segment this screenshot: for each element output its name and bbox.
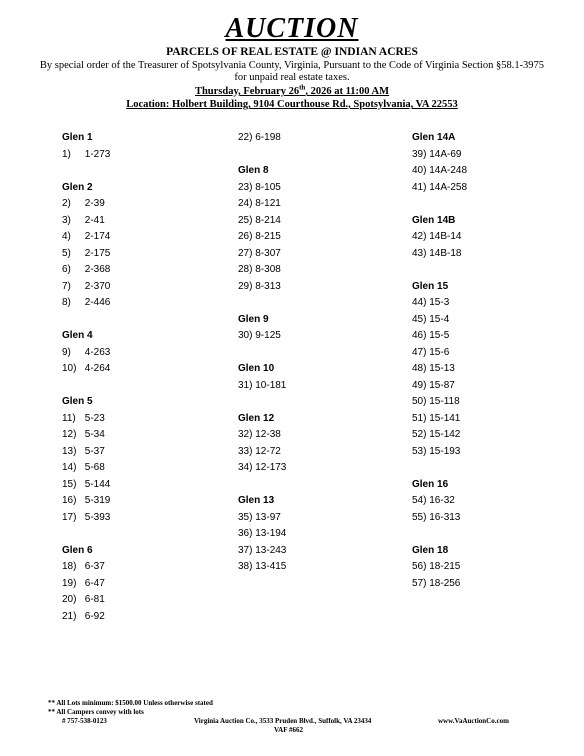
parcel-id: 2-41: [84, 214, 105, 226]
parcel-number: 11): [62, 412, 76, 424]
parcel-number: 51): [412, 412, 427, 424]
parcel-id: 8-313: [255, 280, 281, 292]
auction-subtitle: PARCELS OF REAL ESTATE @ INDIAN ACRES: [166, 46, 418, 58]
parcel-item: [412, 312, 467, 329]
parcel-number: 12): [62, 429, 77, 440]
parcel-item: [62, 361, 110, 378]
parcel-number: 5): [62, 247, 71, 259]
parcel-number: 33): [238, 445, 253, 457]
glen-title: Glen 1: [62, 132, 93, 143]
website: www.VaAuctionCo.com: [438, 717, 509, 725]
parcel-item: [62, 576, 110, 593]
parcel-number: 56): [412, 561, 427, 572]
parcel-number: 13): [62, 445, 77, 457]
parcel-id: 8-214: [255, 214, 281, 226]
parcel-item: [412, 378, 467, 395]
parcel-number: 27): [238, 247, 253, 259]
parcel-id: 8-307: [255, 247, 281, 259]
parcel-number: 48): [412, 363, 427, 374]
parcel-number: 47): [412, 346, 427, 358]
parcel-number: 17): [62, 511, 77, 523]
parcel-id: 4-263: [84, 346, 111, 358]
parcel-number: 10): [62, 363, 77, 374]
parcel-item: [238, 328, 286, 345]
parcel-number: 28): [238, 264, 253, 275]
parcel-item: [62, 345, 110, 362]
parcel-number: 31): [238, 379, 253, 391]
parcel-item: [62, 444, 110, 461]
parcel-id: 6-37: [84, 561, 105, 572]
parcel-number: 2): [62, 198, 71, 209]
parcel-item: [412, 295, 467, 312]
parcel-number: 19): [62, 577, 77, 589]
parcel-id: 5-34: [84, 429, 105, 440]
parcel-item: [62, 427, 110, 444]
parcel-id: 8-215: [255, 231, 281, 242]
parcel-id: 6-47: [84, 577, 105, 589]
parcel-id: 16-313: [429, 511, 461, 523]
parcel-id: 2-370: [84, 280, 111, 292]
parcel-id: 14A-258: [429, 181, 468, 193]
parcel-number: 32): [238, 429, 253, 440]
glen-group: [238, 361, 286, 394]
parcel-item: [62, 229, 110, 246]
parcel-id: 15-5: [429, 330, 450, 341]
parcel-number: 9): [62, 346, 71, 358]
parcel-item: [412, 180, 467, 197]
parcel-id: 13-194: [255, 528, 287, 539]
parcel-id: 6-92: [84, 610, 105, 622]
glen-group: [412, 279, 467, 461]
parcel-number: 42): [412, 231, 427, 242]
parcel-number: 7): [62, 280, 71, 292]
parcel-id: 15-118: [429, 396, 460, 407]
parcel-number: 40): [412, 165, 427, 176]
parcel-id: 1-273: [84, 148, 111, 160]
parcel-id: 2-446: [84, 297, 111, 308]
glen-title: Glen 9: [238, 313, 269, 325]
campers-note: ** All Campers convey with lots: [48, 708, 144, 716]
glen-title: Glen 13: [238, 495, 275, 506]
parcel-item: [412, 394, 467, 411]
parcel-number: 46): [412, 330, 427, 341]
date-main: Thursday, February 26: [194, 86, 300, 97]
parcel-id: 15-87: [429, 379, 455, 391]
parcel-number: 54): [412, 495, 427, 506]
parcel-id: 6-198: [255, 132, 281, 143]
parcel-id: 13-243: [255, 544, 287, 556]
parcel-id: 15-4: [429, 313, 450, 325]
parcel-item: [62, 592, 110, 609]
date-time: , 2026 at 11:00 AM: [305, 86, 390, 97]
parcel-id: 5-68: [84, 462, 105, 473]
parcel-id: 18-215: [429, 561, 461, 572]
parcel-number: 24): [238, 198, 253, 209]
parcel-number: 52): [412, 429, 427, 440]
parcel-id: 6-81: [84, 594, 105, 605]
parcel-item: [62, 279, 110, 296]
parcel-item: [238, 427, 286, 444]
parcel-item: [62, 246, 110, 263]
parcel-id: 14B-14: [429, 231, 462, 242]
parcel-number: 16): [62, 495, 77, 506]
parcel-id: 14A-69: [429, 148, 462, 160]
parcel-number: 30): [238, 330, 253, 341]
parcel-number: 6): [62, 264, 71, 275]
parcel-id: 5-144: [84, 478, 111, 490]
vaf-number: VAF #662: [274, 726, 303, 734]
glen-group: [62, 543, 110, 626]
parcel-number: 1): [62, 148, 71, 160]
glen-group: [412, 477, 467, 527]
glen-group: [62, 328, 110, 378]
parcel-item: [238, 460, 286, 477]
parcel-number: 21): [62, 610, 77, 622]
parcel-number: 23): [238, 181, 253, 193]
parcel-item: [238, 526, 286, 543]
parcel-number: 57): [412, 577, 427, 589]
parcel-id: 9-125: [255, 330, 281, 341]
parcel-id: 12-173: [255, 462, 287, 473]
parcel-number: 15): [62, 478, 77, 490]
parcel-item: [412, 444, 467, 461]
parcel-item: [238, 559, 286, 576]
parcel-item: [238, 262, 286, 279]
glen-title: Glen 12: [238, 412, 275, 424]
parcel-item: [62, 609, 110, 626]
parcel-id: 14A-248: [429, 165, 468, 176]
parcel-number: 49): [412, 379, 427, 391]
parcel-id: 5-37: [84, 445, 105, 457]
parcel-item: [238, 229, 286, 246]
parcel-item: [412, 328, 467, 345]
parcel-number: 41): [412, 181, 427, 193]
parcel-item: [412, 361, 467, 378]
glen-title: Glen 2: [62, 181, 93, 193]
parcel-item: [238, 543, 286, 560]
parcel-id: 5-319: [84, 495, 111, 506]
parcel-item: [238, 130, 286, 147]
parcel-number: 29): [238, 280, 253, 292]
date-suffix: th: [299, 83, 306, 92]
document-header: [0, 14, 584, 111]
parcel-number: 8): [62, 297, 71, 308]
parcel-item: [412, 163, 467, 180]
parcel-id: 2-174: [84, 231, 111, 242]
parcel-item: [412, 559, 467, 576]
parcel-id: 5-23: [84, 412, 105, 424]
glen-title: Glen 6: [62, 544, 93, 556]
parcel-item: [238, 444, 286, 461]
minimum-note: ** All Lots minimum: $1500.00 Unless otherwise stated: [48, 699, 213, 707]
parcel-id: 14B-18: [429, 247, 462, 259]
parcel-id: 8-105: [255, 181, 281, 193]
glen-group: [238, 130, 286, 147]
glen-title: Glen 15: [412, 280, 449, 292]
auction-description: By special order of the Treasurer of Spotsylvania County, Virginia, Pursuant to the Code of Virginia Section §58.1-3975 for unpaid real estate taxes.: [39, 60, 545, 83]
parcel-item: [412, 493, 467, 510]
parcel-number: 25): [238, 214, 253, 226]
parcel-id: 15-3: [429, 297, 450, 308]
parcel-id: 8-121: [255, 198, 281, 209]
parcel-id: 10-181: [255, 379, 287, 391]
parcel-number: 26): [238, 231, 253, 242]
parcel-id: 16-32: [429, 495, 455, 506]
parcel-item: [62, 510, 110, 527]
parcel-item: [412, 246, 467, 263]
parcel-number: 44): [412, 297, 427, 308]
glen-group: [238, 493, 286, 576]
auction-location: Location: Holbert Building, 9104 Courthouse Rd., Spotsylvania, VA 22553: [126, 99, 458, 110]
parcel-item: [238, 246, 286, 263]
parcel-number: 45): [412, 313, 427, 325]
parcel-number: 35): [238, 511, 253, 523]
glen-title: Glen 5: [62, 396, 93, 407]
parcel-id: 8-308: [255, 264, 281, 275]
parcel-number: 22): [238, 132, 253, 143]
glen-group: [412, 543, 467, 593]
parcel-item: [62, 262, 110, 279]
parcel-item: [412, 147, 467, 164]
parcel-item: [238, 196, 286, 213]
parcel-item: [412, 576, 467, 593]
parcel-id: 13-97: [255, 511, 281, 523]
parcel-item: [62, 196, 110, 213]
parcel-id: 13-415: [255, 561, 287, 572]
footer-notes: [48, 699, 213, 717]
glen-title: Glen 16: [412, 478, 449, 490]
parcel-item: [412, 411, 467, 428]
parcel-item: [62, 147, 110, 164]
parcel-id: 4-264: [84, 363, 111, 374]
parcel-number: 3): [62, 214, 71, 226]
glen-title: Glen 18: [412, 544, 449, 556]
parcel-number: 53): [412, 445, 427, 457]
parcel-column-1: [62, 130, 110, 642]
company-address: Virginia Auction Co., 3533 Pruden Blvd., Suffolk, VA 23434: [194, 717, 372, 725]
parcel-item: [62, 411, 110, 428]
glen-group: [412, 213, 467, 263]
parcel-item: [412, 510, 467, 527]
auction-title: AUCTION: [225, 13, 359, 44]
glen-group: [62, 394, 110, 526]
parcel-number: 14): [62, 462, 77, 473]
parcel-id: 5-393: [84, 511, 111, 523]
parcel-item: [62, 295, 110, 312]
parcel-id: 15-13: [429, 363, 455, 374]
parcel-item: [62, 460, 110, 477]
parcel-number: 36): [238, 528, 253, 539]
parcel-number: 20): [62, 594, 77, 605]
parcel-item: [412, 345, 467, 362]
parcel-column-3: [412, 130, 467, 609]
parcel-id: 12-38: [255, 429, 281, 440]
glen-title: Glen 10: [238, 363, 275, 374]
glen-group: [412, 130, 467, 196]
glen-group: [238, 163, 286, 295]
parcel-number: 38): [238, 561, 253, 572]
parcel-id: 15-141: [429, 412, 461, 424]
parcel-number: 39): [412, 148, 427, 160]
glen-group: [62, 130, 110, 163]
parcel-item: [238, 279, 286, 296]
phone-number: # 757-538-0123: [62, 717, 107, 725]
parcel-item: [238, 378, 286, 395]
glen-title: Glen 4: [62, 330, 93, 341]
parcel-item: [412, 427, 467, 444]
parcel-number: 37): [238, 544, 253, 556]
parcel-number: 34): [238, 462, 253, 473]
glen-title: Glen 8: [238, 165, 269, 176]
glen-title: Glen 14A: [412, 132, 456, 143]
parcel-id: 2-39: [84, 198, 105, 209]
parcel-id: 15-142: [429, 429, 461, 440]
parcel-item: [238, 180, 286, 197]
parcel-id: 18-256: [429, 577, 461, 589]
glen-group: [238, 312, 286, 345]
parcel-id: 12-72: [255, 445, 281, 457]
parcel-id: 2-368: [84, 264, 111, 275]
parcel-item: [62, 559, 110, 576]
parcel-item: [238, 510, 286, 527]
parcel-number: 50): [412, 396, 427, 407]
parcel-number: 4): [62, 231, 71, 242]
parcel-item: [412, 229, 467, 246]
glen-title: Glen 14B: [412, 214, 456, 226]
parcel-item: [62, 213, 110, 230]
parcel-item: [62, 493, 110, 510]
parcel-number: 43): [412, 247, 427, 259]
parcel-id: 15-6: [429, 346, 450, 358]
parcel-id: 15-193: [429, 445, 461, 457]
parcel-item: [62, 477, 110, 494]
parcel-item: [238, 213, 286, 230]
glen-group: [238, 411, 286, 477]
auction-date: [0, 83, 584, 98]
glen-group: [62, 180, 110, 312]
parcel-column-2: [238, 130, 286, 592]
parcel-number: 55): [412, 511, 427, 523]
parcel-id: 2-175: [84, 247, 111, 259]
parcel-number: 18): [62, 561, 77, 572]
